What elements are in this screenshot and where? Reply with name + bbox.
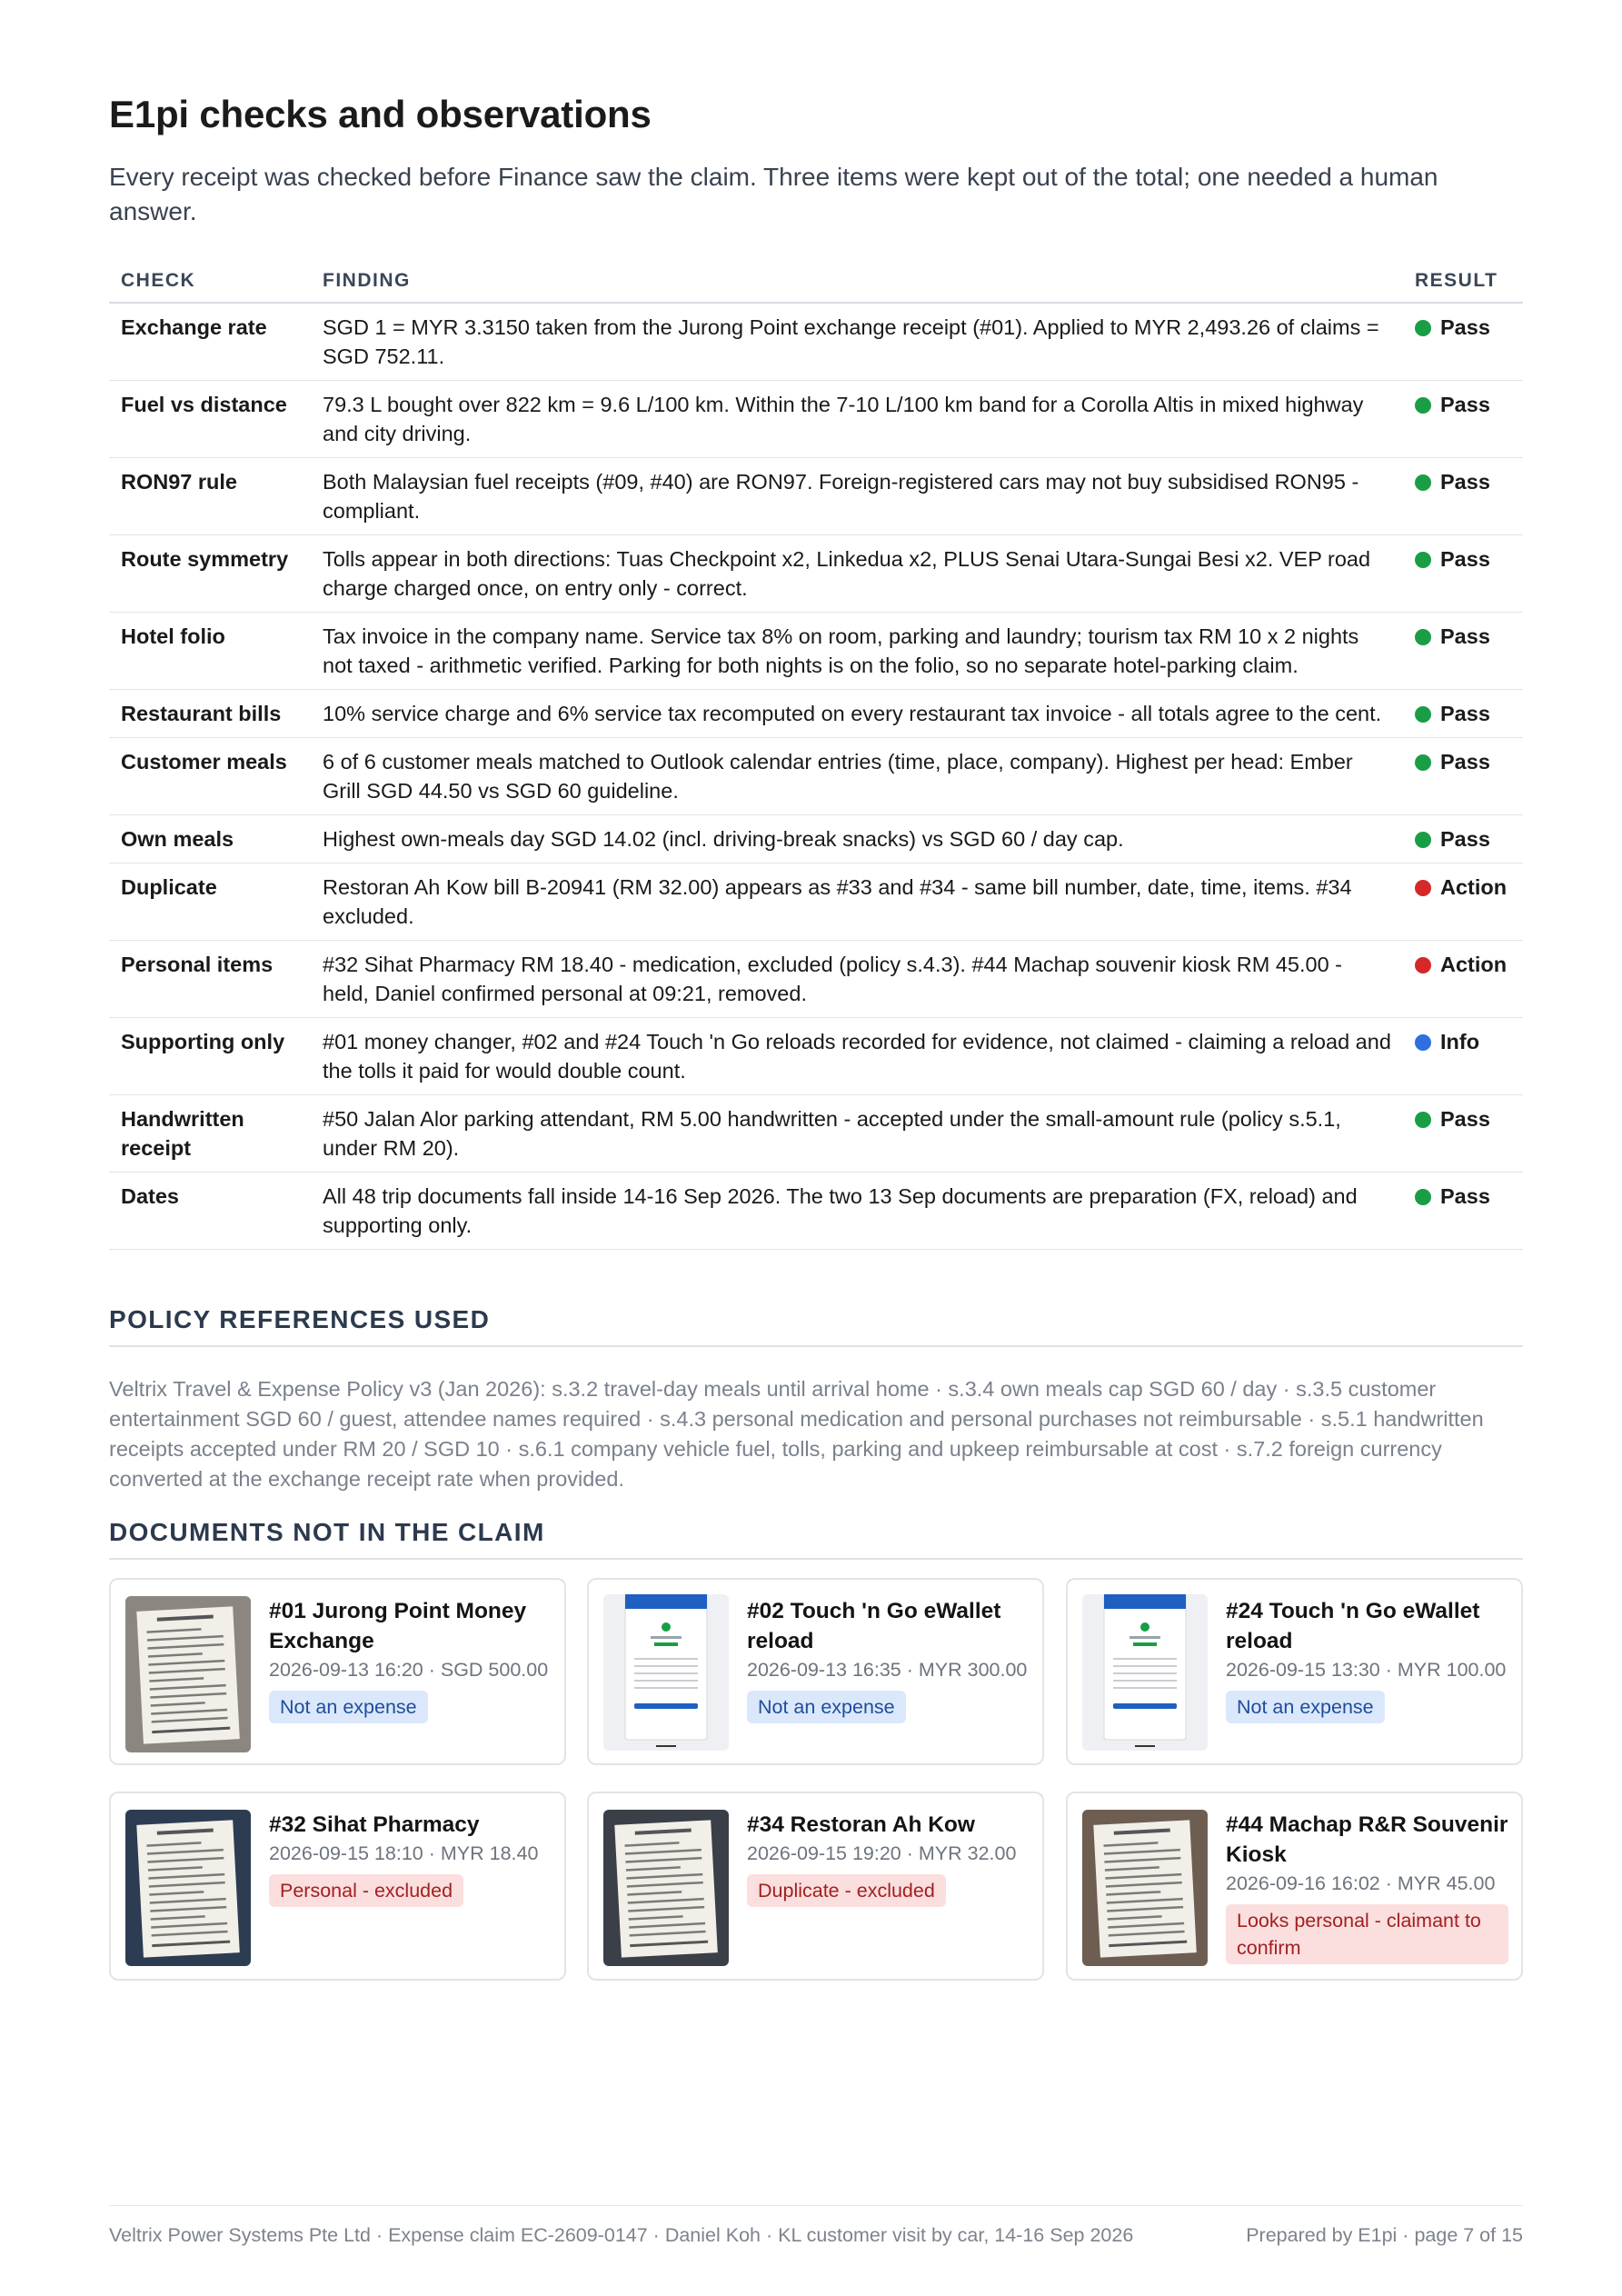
check-name: Exchange rate — [109, 303, 311, 381]
check-result — [1403, 863, 1523, 941]
check-name: Restaurant bills — [109, 690, 311, 738]
status-dot-icon — [1415, 1034, 1431, 1051]
document-thumbnail[interactable] — [603, 1594, 729, 1751]
table-row — [109, 303, 1523, 381]
check-result — [1403, 1018, 1523, 1095]
check-name: Dates — [109, 1173, 311, 1250]
check-finding: #50 Jalan Alor parking attendant, RM 5.00 handwritten - accepted under the small-amount rule (policy s.5.1, under RM 20). — [311, 1095, 1403, 1173]
document-title: #02 Touch 'n Go eWallet reload — [747, 1599, 1001, 1653]
check-name: Handwritten receipt — [109, 1095, 311, 1173]
status-badge: Looks personal - claimant to confirm — [1226, 1904, 1508, 1964]
document-card[interactable] — [587, 1792, 1044, 1981]
checks-table — [109, 259, 1523, 1250]
page-footer — [109, 2205, 1523, 2247]
check-name: Own meals — [109, 815, 311, 863]
check-result — [1403, 941, 1523, 1018]
check-result — [1403, 815, 1523, 863]
document-card[interactable] — [587, 1578, 1044, 1765]
check-name: Duplicate — [109, 863, 311, 941]
table-row — [109, 613, 1523, 690]
status-dot-icon — [1415, 754, 1431, 771]
status-dot-icon — [1415, 957, 1431, 973]
status-dot-icon — [1415, 629, 1431, 645]
status-dot-icon — [1415, 320, 1431, 336]
document-card-body — [747, 1810, 1030, 1907]
check-result — [1403, 1095, 1523, 1173]
document-card-body — [269, 1596, 552, 1723]
document-title: #01 Jurong Point Money Exchange — [269, 1599, 527, 1653]
check-finding: Restoran Ah Kow bill B-20941 (RM 32.00) appears as #33 and #34 - same bill number, date, time, items. #34 excluded. — [311, 863, 1403, 941]
check-finding: Both Malaysian fuel receipts (#09, #40) are RON97. Foreign-registered cars may not buy subsidised RON95 - compliant. — [311, 458, 1403, 535]
checks-table-header-row — [109, 259, 1523, 303]
document-card-body — [1226, 1596, 1508, 1723]
status-label: Action — [1440, 953, 1508, 976]
check-result — [1403, 738, 1523, 815]
document-title: #24 Touch 'n Go eWallet reload — [1226, 1599, 1480, 1653]
check-result — [1403, 535, 1523, 613]
check-finding: 6 of 6 customer meals matched to Outlook calendar entries (time, place, company). Highest per head: Ember Grill SGD 44.50 vs SGD 60 guideline. — [311, 738, 1403, 815]
status-label: Pass — [1440, 624, 1490, 648]
document-meta: 2026-09-13 16:20 · SGD 500.00 — [269, 1659, 549, 1681]
check-finding: All 48 trip documents fall inside 14-16 Sep 2026. The two 13 Sep documents are preparation (FX, reload) and supporting only. — [311, 1173, 1403, 1250]
check-finding: Tolls appear in both directions: Tuas Checkpoint x2, Linkedua x2, PLUS Senai Utara-Sungai Besi x2. VEP road charge charged once, on entry only - correct. — [311, 535, 1403, 613]
document-card-body — [269, 1810, 552, 1907]
document-meta: 2026-09-15 18:10 · MYR 18.40 — [269, 1842, 539, 1864]
document-card[interactable] — [1066, 1578, 1523, 1765]
intro-paragraph: Every receipt was checked before Finance saw the claim. Three items were kept out of the total; one needed a human answer. — [109, 163, 1438, 225]
status-badge: Not an expense — [269, 1691, 428, 1723]
check-result — [1403, 1173, 1523, 1250]
check-name: Customer meals — [109, 738, 311, 815]
check-finding: Highest own-meals day SGD 14.02 (incl. driving-break snacks) vs SGD 60 / day cap. — [311, 815, 1403, 863]
status-label: Pass — [1440, 750, 1490, 774]
status-dot-icon — [1415, 552, 1431, 568]
status-label: Pass — [1440, 1184, 1490, 1208]
page-title: E1pi checks and observations — [109, 93, 652, 135]
table-row — [109, 381, 1523, 458]
status-label: Pass — [1440, 393, 1490, 416]
check-finding: SGD 1 = MYR 3.3150 taken from the Jurong Point exchange receipt (#01). Applied to MYR 2,493.26 of claims = SGD 752.11. — [311, 303, 1403, 381]
table-row — [109, 738, 1523, 815]
table-row — [109, 815, 1523, 863]
check-name: Supporting only — [109, 1018, 311, 1095]
check-name: Route symmetry — [109, 535, 311, 613]
status-label: Pass — [1440, 827, 1490, 851]
status-label: Pass — [1440, 1107, 1490, 1131]
check-name: Personal items — [109, 941, 311, 1018]
document-title: #34 Restoran Ah Kow — [747, 1812, 975, 1837]
check-finding: #32 Sihat Pharmacy RM 18.40 - medication, excluded (policy s.4.3). #44 Machap souvenir kiosk RM 45.00 - held, Daniel confirmed personal at 09:21, removed. — [311, 941, 1403, 1018]
document-card[interactable] — [1066, 1792, 1523, 1981]
status-label: Pass — [1440, 315, 1490, 339]
document-thumbnail[interactable] — [1082, 1594, 1208, 1751]
column-header-result: RESULT — [1403, 259, 1523, 303]
check-name: RON97 rule — [109, 458, 311, 535]
document-card[interactable] — [109, 1792, 566, 1981]
check-finding: Tax invoice in the company name. Service tax 8% on room, parking and laundry; tourism tax RM 10 x 2 nights not taxed - arithmetic verified. Parking for both nights is on the folio, so no separate hotel-parking claim. — [311, 613, 1403, 690]
status-dot-icon — [1415, 706, 1431, 723]
document-meta: 2026-09-15 19:20 · MYR 32.00 — [747, 1842, 1017, 1864]
check-finding: 79.3 L bought over 822 km = 9.6 L/100 km. Within the 7-10 L/100 km band for a Corolla Altis in mixed highway and city driving. — [311, 381, 1403, 458]
column-header-finding: FINDING — [311, 259, 1403, 303]
footer-claim-info: Veltrix Power Systems Pte Ltd · Expense claim EC-2609-0147 · Daniel Koh · KL customer visit by car, 14-16 Sep 2026 — [109, 2224, 1134, 2246]
table-row — [109, 690, 1523, 738]
status-badge: Not an expense — [1226, 1691, 1385, 1723]
check-name: Hotel folio — [109, 613, 311, 690]
status-dot-icon — [1415, 1189, 1431, 1205]
table-row — [109, 941, 1523, 1018]
table-row — [109, 458, 1523, 535]
status-label: Pass — [1440, 470, 1490, 494]
document-card-body — [747, 1596, 1030, 1723]
check-result — [1403, 458, 1523, 535]
documents-section-heading: DOCUMENTS NOT IN THE CLAIM — [109, 1518, 1523, 1560]
policy-section-heading: POLICY REFERENCES USED — [109, 1305, 1523, 1347]
status-badge: Not an expense — [747, 1691, 906, 1723]
status-badge: Personal - excluded — [269, 1874, 463, 1907]
status-dot-icon — [1415, 832, 1431, 848]
status-badge: Duplicate - excluded — [747, 1874, 946, 1907]
check-name: Fuel vs distance — [109, 381, 311, 458]
document-meta: 2026-09-13 16:35 · MYR 300.00 — [747, 1659, 1028, 1681]
status-label: Pass — [1440, 547, 1490, 571]
table-row — [109, 1018, 1523, 1095]
document-title: #44 Machap R&R Souvenir Kiosk — [1226, 1812, 1508, 1867]
column-header-check: CHECK — [109, 259, 311, 303]
check-result — [1403, 613, 1523, 690]
status-dot-icon — [1415, 880, 1431, 896]
check-result — [1403, 690, 1523, 738]
table-row — [109, 863, 1523, 941]
checks-table-body — [109, 303, 1523, 1250]
document-thumbnail[interactable] — [603, 1810, 729, 1966]
check-finding: #01 money changer, #02 and #24 Touch 'n Go reloads recorded for evidence, not claimed - claiming a reload and the tolls it paid for would double count. — [311, 1018, 1403, 1095]
status-dot-icon — [1415, 474, 1431, 491]
document-title: #32 Sihat Pharmacy — [269, 1812, 480, 1837]
document-meta: 2026-09-16 16:02 · MYR 45.00 — [1226, 1872, 1496, 1894]
policy-references-text: Veltrix Travel & Expense Policy v3 (Jan 2026): s.3.2 travel-day meals until arrival home · s.3.4 own meals cap SGD 60 / day · s.3.5 customer entertainment SGD 60 / guest, attendee names required · s.4.3 personal medication and personal purchases not reimbursable · s.5.1 handwritten receipts accepted under RM 20 / SGD 10 · s.6.1 company vehicle fuel, tolls, parking and upkeep reimbursable at cost · s.7.2 foreign currency converted at the exchange receipt rate when provided. — [109, 1377, 1484, 1491]
document-thumbnail[interactable] — [1082, 1810, 1208, 1966]
check-finding: 10% service charge and 6% service tax recomputed on every restaurant tax invoice - all totals agree to the cent. — [311, 690, 1403, 738]
status-label: Pass — [1440, 702, 1490, 725]
document-card-body — [1226, 1810, 1508, 1964]
status-dot-icon — [1415, 397, 1431, 414]
document-thumbnail[interactable] — [125, 1810, 251, 1966]
document-thumbnail[interactable] — [125, 1596, 251, 1752]
status-label: Action — [1440, 875, 1508, 899]
table-row — [109, 1095, 1523, 1173]
document-meta: 2026-09-15 13:30 · MYR 100.00 — [1226, 1659, 1507, 1681]
status-label: Info — [1440, 1030, 1480, 1053]
table-row — [109, 1173, 1523, 1250]
document-card[interactable] — [109, 1578, 566, 1765]
check-result — [1403, 381, 1523, 458]
check-result — [1403, 303, 1523, 381]
table-row — [109, 535, 1523, 613]
status-dot-icon — [1415, 1112, 1431, 1128]
footer-page-info: Prepared by E1pi · page 7 of 15 — [1246, 2224, 1523, 2246]
